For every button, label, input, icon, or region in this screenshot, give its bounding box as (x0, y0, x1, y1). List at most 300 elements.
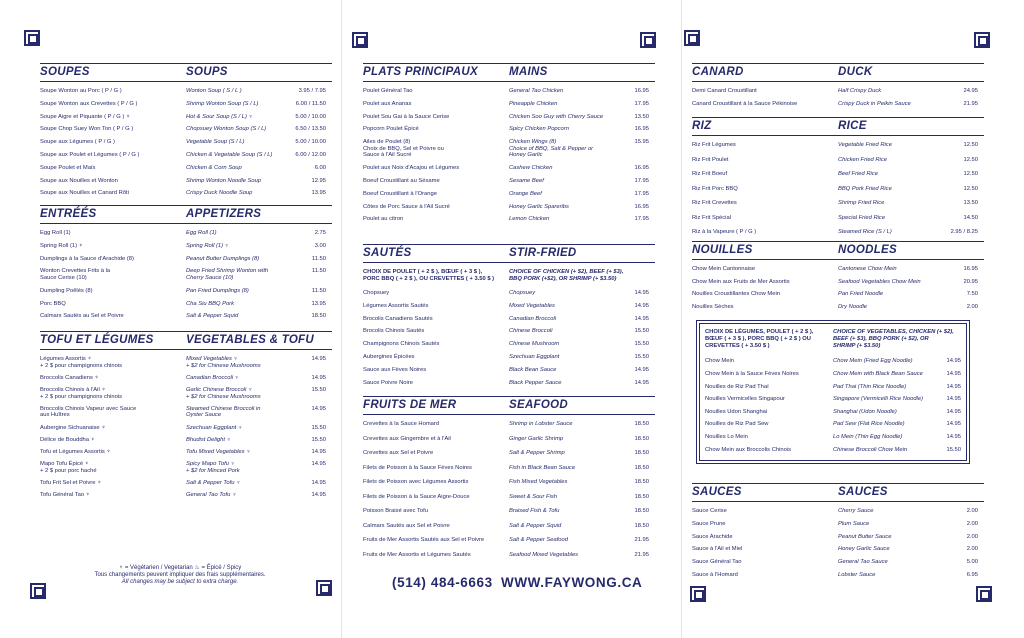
item-name-en: Cantonese Chow Mein (838, 266, 897, 272)
item-name-en: Crispy Duck Noodle Soup (186, 190, 253, 197)
item-name-fr: Chow Mein aux Fruits de Mer Assortis (692, 278, 790, 285)
section-title-fr: PLATS PRINCIPAUX (363, 66, 478, 78)
item-name-fr: Nouilles Vermicelles Singapour (705, 396, 785, 403)
section-title-fr: CANARD (692, 66, 744, 78)
section-header (40, 63, 332, 82)
item-name-en: Chow Mein with Black Bean Sauce (833, 370, 923, 377)
item-name-fr: Sauce Poivre Noire (363, 379, 413, 386)
item-price: 14.95 (634, 315, 649, 322)
item-name-fr: Filets de Poisson à la Sauce Aigre-Douce (363, 493, 470, 500)
item-name-fr: Egg Roll (1) (40, 230, 71, 236)
item-price: 14.95 (311, 405, 326, 412)
item-name-en: Lo Mein (Thin Egg Noodle) (833, 433, 903, 440)
menu-section-seafood (363, 396, 655, 558)
item-price: 14.95 (311, 461, 326, 468)
item-name-en: Spicy Chicken Popcorn (509, 126, 569, 133)
section-title-fr: SAUCES (692, 486, 742, 498)
item-name-en: Vegetable Soup (S / L) (186, 139, 245, 146)
item-price: 6.00 / 11.50 (295, 100, 326, 107)
item-name-en: Shrimp Wonton Noodle Soup (186, 177, 262, 184)
item-name-fr: Tofu Général Tao ♆ (40, 492, 91, 499)
item-price: 18.50 (634, 421, 649, 427)
item-name-fr: Soupe aux Nouilles et Wonton (40, 177, 118, 184)
item-price: 6.00 (314, 164, 326, 171)
item-name-fr: Champignons Chinois Sautés (363, 341, 440, 348)
item-price: 18.50 (634, 493, 649, 500)
item-price: 15.50 (311, 436, 326, 443)
item-name-fr: Filets de Poisson avec Légumes Assortis (363, 479, 469, 485)
item-price: 13.50 (963, 200, 978, 206)
choice-en: CHOICE OF CHICKEN (+ $2), BEEF (+ $3), BBQ PORK (+$2), OR SHRIMP (+ $3.50) (509, 269, 624, 282)
item-price: 14.95 (311, 356, 326, 362)
item-price: 18.50 (634, 435, 649, 442)
item-name-fr: Riz Frit Spécial (692, 214, 731, 221)
item-name-en: Shrimp in Lobster Sauce (509, 421, 573, 427)
item-price: 2.00 (966, 303, 978, 310)
item-price: 17.95 (634, 178, 649, 184)
item-name-en: Pan Fried Dumplings (8) (186, 287, 249, 294)
item-name-fr: Soupe Aigre et Piquante ( P / G ) ♆ (40, 113, 131, 120)
item-name-fr: Riz Frit Porc BBQ (692, 185, 738, 192)
panel-divider (341, 0, 342, 638)
item-name-en: Deep Fried Shrimp Wonton with Cherry Sauce (10) (186, 268, 269, 281)
item-price: 18.50 (634, 522, 649, 529)
menu-section-sautes (363, 244, 655, 386)
item-name-en: Chinese Broccoli Chow Mein (833, 446, 908, 453)
item-price: 14.95 (634, 366, 649, 373)
item-price: 14.95 (634, 379, 649, 386)
section-header (363, 396, 655, 415)
item-name-fr: Soupe Poulet et Maïs (40, 164, 96, 171)
item-name-en: Half Crispy Duck (838, 88, 882, 94)
item-name-fr: Sauce à l'Homard (692, 572, 738, 578)
menu-section-noodles (692, 241, 984, 453)
item-name-en: Shrimp Wonton Soup (S / L) (186, 100, 259, 107)
item-name-fr: Riz Frit Poulet (692, 156, 729, 163)
item-price: 16.95 (634, 203, 649, 210)
item-price: 17.95 (634, 100, 649, 107)
corner-ornament (976, 586, 992, 602)
item-price: 24.95 (963, 88, 978, 94)
item-name-fr: Riz Frit Légumes (692, 142, 736, 148)
section-header (692, 241, 984, 260)
item-name-en: Spicy Mapo Tofu ♆ + $2 for Minced Pork (186, 461, 240, 474)
item-name-fr: Broccolis Chinois Vapeur avec Sauce aux Huîtres (40, 405, 137, 419)
item-price: 2.00 (966, 508, 978, 514)
item-name-fr: Poulet Sou Gai à la Sauce Cerise (363, 113, 450, 120)
item-name-en: Garlic Chinese Broccoli ♆ + $2 for Chinese Mushrooms (186, 387, 261, 400)
corner-ornament (690, 586, 706, 602)
item-price: 21.95 (963, 100, 978, 107)
item-name-fr: Côtes de Porc Sauce à l'Ail Sucré (363, 203, 450, 210)
section-title-fr: SOUPES (40, 66, 90, 78)
item-name-fr: Ailes de Poulet (8) Choix de BBQ, Sel et Poivre ou Sauce à l'Ail Sucré (363, 139, 444, 159)
item-name-fr: Broccolis Chinois à l'Ail ♆ + 2 $ pour champignons chinois (40, 387, 123, 400)
item-price: 14.95 (311, 480, 326, 486)
item-price: 11.50 (311, 268, 326, 275)
item-name-fr: Spring Roll (1) ♆ (40, 242, 84, 249)
item-name-fr: Chow Mein (705, 358, 734, 365)
item-price: 14.95 (946, 383, 961, 390)
item-price: 2.00 (966, 533, 978, 540)
item-price: 2.75 (314, 230, 326, 236)
legend-text: ♆ = Végétarien / Vegetarian ♨ = Épicé / Spicy (118, 565, 242, 571)
corner-ornament (316, 580, 332, 596)
item-name-fr: Calmars Sautés au Sel et Poivre (40, 313, 124, 320)
choice-fr: CHOIX DE LÉGUMES, POULET ( + 2 $ ), BŒUF ( + 3 $ ), PORC BBQ ( + 2 $ ) OU CREVETTES ( + 3.50 $ ) (705, 329, 814, 349)
item-name-fr: Poulet aux Ananas (363, 100, 412, 107)
noodle-choice-box (696, 320, 970, 464)
item-name-fr: Légumes Assortis Sautés (363, 302, 429, 309)
item-name-en: Chopsuey Wonton Soup (S / L) (186, 126, 267, 133)
item-price: 18.50 (634, 464, 649, 471)
item-price: 14.95 (311, 374, 326, 381)
item-name-en: Honey Garlic Sauce (838, 546, 890, 553)
item-name-en: Vegetable Fried Rice (838, 142, 892, 148)
item-name-en: Orange Beef (509, 190, 542, 197)
item-price: 14.95 (634, 290, 649, 296)
section-title-en: SAUCES (838, 486, 888, 498)
section-title-en: NOODLES (838, 244, 897, 256)
item-name-en: Fish Mixed Vegetables (509, 479, 568, 485)
item-price: 14.50 (963, 214, 978, 221)
section-title-en: STIR-FRIED (509, 247, 577, 259)
item-price: 15.50 (311, 424, 326, 431)
item-name-fr: Soupe aux Légumes ( P / G ) (40, 139, 115, 146)
item-name-en: Peanut Butter Sauce (838, 533, 892, 540)
item-price: 14.95 (311, 492, 326, 499)
item-name-en: Beef Fried Rice (838, 171, 878, 177)
item-price: 6.95 (966, 572, 978, 578)
item-name-fr: Nouilles Udon Shanghai (705, 408, 768, 415)
section-title-en: SEAFOOD (509, 399, 568, 411)
item-price: 12.50 (963, 142, 978, 148)
item-price: 14.95 (311, 449, 326, 455)
item-name-en: Chinese Broccoli (509, 328, 553, 335)
item-name-en: Chicken Wings (8) Choice of BBQ, Salt & Pepper or Honey Garlic (509, 139, 594, 159)
item-price: 14.95 (946, 358, 961, 365)
section-title-en: VEGETABLES & TOFU (186, 334, 314, 346)
item-name-fr: Calmars Sautés aux Sel et Poivre (363, 522, 450, 529)
item-name-fr: Chow Mein à la Sauce Fèves Noires (705, 370, 799, 377)
section-title-en: DUCK (838, 66, 873, 78)
item-name-en: BBQ Pork Fried Rice (838, 185, 892, 192)
item-price: 18.50 (311, 313, 326, 320)
item-name-en: Fish in Black Bean Sauce (509, 464, 576, 471)
item-price: 15.50 (634, 354, 649, 360)
item-name-en: Steamed Rice (S / L) (838, 229, 892, 235)
item-price: 16.95 (963, 266, 978, 272)
item-price: 13.95 (311, 190, 326, 197)
item-name-en: Szechuan Eggplant ♆ (186, 424, 243, 431)
item-price: 17.95 (634, 190, 649, 197)
item-name-en: Canadian Broccoli (509, 315, 557, 322)
item-name-fr: Aubergines Épicées (363, 354, 415, 360)
item-price: 16.95 (634, 126, 649, 133)
corner-ornament (640, 32, 656, 48)
section-header (692, 63, 984, 82)
item-name-en: Canadian Broccoli ♆ (186, 374, 240, 381)
item-name-en: Chicken & Vegetable Soup (S / L) (186, 152, 273, 158)
section-header (692, 117, 984, 136)
menu-section-tofu (40, 331, 332, 499)
menu-footer (80, 565, 280, 586)
section-title-fr: RIZ (692, 120, 712, 132)
item-name-fr: Fruits de Mer Assortis Sautés aux Sel et Poivre (363, 537, 485, 543)
item-price: 13.95 (311, 300, 326, 307)
item-name-fr: Sauce aux Fèves Noires (363, 366, 427, 373)
item-price: 2.00 (966, 520, 978, 527)
item-name-fr: Aubergine Sichuanaise ♆ (40, 424, 106, 431)
item-name-en: Plum Sauce (838, 520, 870, 527)
item-price: 18.50 (634, 450, 649, 456)
item-price: 3.95 / 7.95 (298, 88, 326, 94)
change-note-fr: Tous changements peuvent impliquer des frais supplémentaires. (94, 572, 266, 578)
item-price: 14.95 (946, 370, 961, 377)
item-name-fr: Délice de Bouddha ♆ (40, 436, 95, 443)
item-name-fr: Wonton Crevettes Frits à la Sauce Cerise (10) (40, 268, 111, 281)
item-name-fr: Chopsuey (363, 290, 390, 296)
item-name-fr: Poulet au citron (363, 216, 404, 223)
item-price: 11.50 (311, 255, 326, 262)
item-price: 18.50 (634, 508, 649, 514)
item-name-en: Honey Garlic Spareribs (509, 203, 569, 210)
item-name-fr: Soupe Chop Suey Won Ton ( P / G ) (40, 126, 134, 133)
item-name-en: Mixed Vegetables (509, 302, 555, 309)
item-name-fr: Soupe aux Nouilles et Canard Rôti (40, 190, 129, 197)
item-name-fr: Légumes Assortis ♆ + 2 $ pour champignons chinois (40, 356, 123, 369)
item-name-fr: Mapo Tofu Épicé ♆ + 2 $ pour porc haché (40, 461, 97, 474)
menu-section-duck (692, 63, 984, 107)
item-name-fr: Dumpling Poêlés (8) (40, 287, 93, 294)
item-price: 14.95 (634, 302, 649, 309)
item-name-fr: Dumplings à la Sauce d'Arachide (8) (40, 255, 134, 262)
website-link[interactable]: WWW.FAYWONG.CA (501, 575, 643, 590)
item-price: 3.00 (314, 242, 326, 249)
item-name-fr: Poulet aux Noix d'Acajou et Légumes (363, 165, 460, 172)
item-price: 14.95 (946, 396, 961, 403)
item-price: 6.00 / 12.00 (295, 152, 326, 158)
item-name-en: Chicken & Corn Soup (186, 164, 242, 171)
item-name-fr: Canard Croustillant à la Sauce Pékinoise (692, 100, 798, 107)
item-name-en: Dry Noodle (838, 303, 867, 310)
item-name-fr: Soupe Wonton au Porc ( P / G ) (40, 88, 122, 94)
item-name-fr: Poulet Général Tao (363, 88, 413, 94)
item-name-en: Chow Mein (Fried Egg Noodle) (833, 358, 913, 365)
item-price: 20.95 (963, 278, 978, 285)
menu-section-entrees (40, 205, 332, 320)
menu-section-rice (692, 117, 984, 235)
item-name-fr: Sauce à l'Ail et Miel (692, 546, 743, 553)
menu-section-soups (40, 63, 332, 197)
item-price: 5.00 / 10.00 (295, 113, 326, 120)
item-price: 12.50 (963, 171, 978, 177)
item-name-en: Pad Thai (Thin Rice Noodle) (833, 383, 907, 390)
item-name-en: Salt & Pepper Shrimp (509, 450, 565, 456)
item-name-fr: Poisson Braisé avec Tofu (363, 508, 428, 514)
corner-ornament (684, 30, 700, 46)
section-title-fr: SAUTÉS (363, 247, 412, 259)
item-name-en: Steamed Chinese Broccoli in Oyster Sauce (186, 405, 261, 419)
item-name-fr: Sauce Arachide (692, 533, 733, 540)
item-name-fr: Nouilles Lo Mein (705, 433, 748, 440)
item-price: 2.00 (966, 546, 978, 553)
item-name-en: Special Fried Rice (838, 214, 886, 221)
item-name-fr: Tofu et Légumes Assortis ♆ (40, 449, 111, 455)
section-title-en: SOUPS (186, 66, 228, 78)
item-price: 15.50 (946, 446, 961, 453)
item-price: 21.95 (634, 551, 649, 558)
item-name-en: Braised Fish & Tofu (509, 508, 560, 514)
item-name-fr: Boeuf Croustillant au Sésame (363, 178, 440, 184)
item-name-fr: Riz à la Vapeure ( P / G ) (692, 229, 757, 235)
section-header (692, 483, 984, 502)
item-price: 15.50 (311, 387, 326, 393)
item-name-fr: Riz Frit Crevettes (692, 200, 737, 206)
item-name-en: Pad Sew (Flat Rice Noodle) (833, 421, 905, 428)
item-price: 5.00 / 10.00 (295, 139, 326, 146)
item-price: 21.95 (634, 537, 649, 543)
item-name-en: Szechuan Eggplant (509, 354, 560, 360)
item-name-en: Egg Roll (1) (186, 230, 217, 236)
item-name-en: Crispy Duck in Peikin Sauce (838, 100, 911, 107)
item-name-en: Spring Roll (1) ♆ (186, 242, 230, 249)
item-name-en: Pineapple Chicken (509, 100, 558, 107)
item-name-en: Black Pepper Sauce (509, 379, 562, 386)
item-price: 18.50 (634, 479, 649, 485)
corner-ornament (352, 32, 368, 48)
item-name-fr: Nouilles Croustillantes Chow Mein (692, 291, 780, 298)
item-name-en: Seafood Mixed Vegetables (509, 551, 579, 558)
item-name-fr: Fruits de Mer Assortis et Légumes Sautés (363, 551, 471, 558)
item-name-en: Shrimp Fried Rice (838, 200, 885, 206)
menu-section-sauces (692, 483, 984, 578)
item-price: 14.95 (946, 408, 961, 415)
item-name-fr: Crevettes aux Sel et Poivre (363, 450, 434, 456)
panel-divider (681, 0, 682, 638)
item-name-en: General Tao Chicken (509, 88, 564, 94)
item-name-en: Salt & Pepper Tofu ♆ (186, 480, 241, 486)
item-price: 13.50 (634, 113, 649, 120)
item-price: 16.95 (634, 88, 649, 94)
choice-en: CHOICE OF VEGETABLES, CHICKEN (+ $2), BEEF (+ $3), BBQ PORK (+ $2), OR SHRIMP (+ $3.50) (833, 329, 954, 349)
item-price: 14.95 (946, 421, 961, 428)
menu-section-mains (363, 63, 655, 223)
item-price: 11.50 (311, 287, 326, 294)
item-name-en: General Tao Tofu ♆ (186, 492, 237, 499)
item-name-fr: Nouilles de Riz Pad Thaï (705, 383, 769, 390)
corner-ornament (974, 32, 990, 48)
item-price: 5.00 (966, 559, 978, 566)
section-title-fr: NOUILLES (692, 244, 753, 256)
item-name-en: Cha Siu BBQ Pork (186, 300, 235, 307)
choice-fr: CHOIX DE POULET ( + 2 $ ), BŒUF ( + 3 $ ), PORC BBQ ( + 2 $ ), OU CREVETTES ( + 3.50 $ ) (363, 269, 495, 282)
change-note-en: All changes may be subject to extra charge. (121, 579, 239, 585)
item-name-fr: Sauce Cerise (692, 508, 727, 514)
item-name-fr: Brocolis Canadiens Sautés (363, 315, 433, 322)
item-name-fr: Broccolis Canadiens ♆ (40, 374, 99, 381)
item-name-fr: Popcorn Poulet Épicé (363, 126, 419, 133)
item-price: 12.50 (963, 185, 978, 192)
item-name-fr: Nouilles de Riz Pad Sew (705, 421, 769, 428)
item-price: 15.50 (634, 328, 649, 335)
item-name-fr: Porc BBQ (40, 300, 66, 307)
item-name-fr: Nouilles Sèches (692, 303, 734, 310)
item-name-en: Chinese Mushroom (509, 341, 560, 348)
item-name-fr: Boeuf Croustillant à l'Orange (363, 190, 437, 197)
item-name-fr: Crevettes aux Gingembre et à l'Ail (363, 435, 451, 442)
section-title-en: MAINS (509, 66, 548, 78)
item-price: 7.50 (966, 291, 978, 298)
item-name-en: Sweet & Sour Fish (509, 493, 558, 500)
item-name-en: Hot & Sour Soup (S / L) ♆ (186, 113, 253, 120)
item-price: 16.95 (634, 165, 649, 172)
item-name-en: Pan Fried Noodle (838, 291, 884, 298)
item-name-en: Mixed Vegetables ♆ + $2 for Chinese Mushrooms (186, 356, 261, 369)
corner-ornament (30, 583, 46, 599)
item-name-en: Ginger Garlic Shrimp (509, 435, 564, 442)
item-name-en: Cherry Sauce (838, 508, 874, 514)
section-header (40, 205, 332, 224)
item-name-fr: Filets de Poisson à la Sauce Fèves Noires (363, 464, 472, 471)
corner-ornament (24, 30, 40, 46)
item-name-en: Seafood Vegetables Chow Mein (838, 278, 921, 285)
item-price: 14.95 (946, 433, 961, 440)
item-name-fr: Sauce Général Tao (692, 559, 742, 566)
section-title-fr: FRUITS DE MER (363, 399, 457, 411)
item-name-en: Peanut Butter Dumplings (8) (186, 255, 260, 262)
item-name-en: Sesame Beef (509, 178, 544, 184)
section-title-en: APPETIZERS (186, 208, 262, 220)
item-name-fr: Crevettes à la Sauce Homard (363, 421, 440, 427)
item-name-en: Cashew Chicken (509, 165, 553, 172)
item-name-fr: Soupe aux Poulet et Légumes ( P / G ) (40, 152, 140, 158)
item-name-en: Chopsuey (509, 290, 536, 296)
item-name-en: Salt & Pepper Seafood (509, 537, 568, 543)
item-name-en: Wonton Soup ( S / L ) (186, 88, 242, 94)
item-price: 17.95 (634, 216, 649, 223)
item-name-fr: Chow Mein aux Broccolis Chinois (705, 446, 792, 453)
item-name-fr: Sauce Prune (692, 520, 726, 527)
section-header (363, 244, 655, 263)
item-name-en: General Tao Sauce (838, 559, 888, 566)
item-name-en: Black Bean Sauce (509, 366, 557, 373)
item-name-en: Salt & Pepper Squid (186, 313, 239, 320)
section-title-fr: TOFU ET LÉGUMES (40, 334, 154, 346)
item-name-en: Salt & Pepper Squid (509, 522, 562, 529)
section-header (363, 63, 655, 82)
item-name-fr: Chow Mein Cantonnaise (692, 266, 756, 272)
phone-number[interactable]: (514) 484-6663 (392, 575, 493, 590)
item-name-en: Chicken Fried Rice (838, 156, 887, 163)
item-name-fr: Tofu Frit Sel et Poivre ♆ (40, 480, 102, 486)
item-name-en: Bhudist Delight ♆ (186, 436, 231, 443)
item-name-en: Lobster Sauce (838, 572, 876, 578)
section-title-fr: ENTRÉÉS (40, 208, 97, 220)
section-header (40, 331, 332, 350)
item-name-en: Shanghai (Udon Noodle) (833, 408, 897, 415)
section-title-en: RICE (838, 120, 867, 132)
item-name-en: Lemon Chicken (509, 216, 550, 223)
item-price: 2.95 / 8.25 (950, 229, 978, 235)
item-price: 12.95 (311, 177, 326, 184)
item-name-en: Chicken Soo Guy with Cherry Sauce (509, 113, 604, 120)
item-name-fr: Riz Frit Boeuf (692, 171, 728, 177)
item-name-fr: Demi Canard Croustillant (692, 88, 757, 94)
item-price: 15.50 (634, 341, 649, 348)
item-price: 15.95 (634, 139, 649, 146)
item-name-en: Tofu Mixed Vegetables ♆ (186, 449, 251, 455)
